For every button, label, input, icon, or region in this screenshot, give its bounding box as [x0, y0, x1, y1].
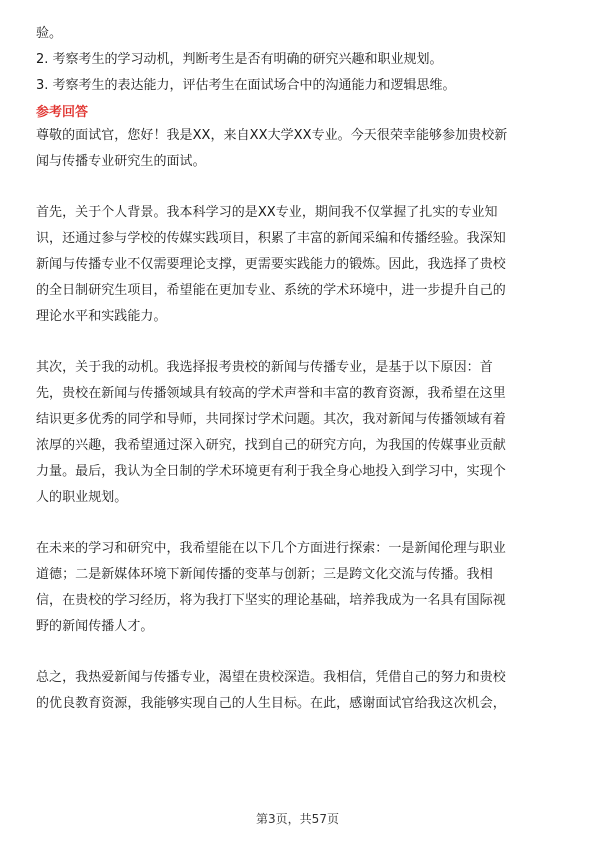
paragraph-line: 信，在贵校的学习经历，将为我打下坚实的理论基础，培养我成为一名具有国际视 — [36, 593, 506, 608]
paragraph-line: 力量。最后，我认为全日制的学术环境更有利于我全身心地投入到学习中，实现个 — [36, 464, 506, 479]
paragraph-greeting — [36, 123, 562, 175]
paragraph-line: 道德；二是新媒体环境下新闻传播的变革与创新；三是跨文化交流与传播。我相 — [36, 567, 493, 582]
paragraph-line: 其次，关于我的动机。我选择报考贵校的新闻与传播专业，是基于以下原因：首 — [36, 360, 493, 375]
paragraph-motivation — [36, 355, 562, 511]
paragraph-future — [36, 536, 562, 640]
paragraph-conclusion — [36, 665, 562, 717]
list-item-3: 3. 考察考生的表达能力，评估考生在面试场合中的沟通能力和逻辑思维。 — [36, 78, 456, 93]
paragraph-spacer — [36, 330, 562, 355]
paragraph-line: 的优良教育资源，我能够实现自己的人生目标。在此，感谢面试官给我这次机会， — [36, 696, 506, 711]
paragraph-line: 先，贵校在新闻与传播领域具有较高的学术声誉和丰富的教育资源，我希望在这里 — [36, 386, 506, 401]
answer-heading: 参考回答 — [36, 105, 89, 120]
paragraph-line: 新闻与传播专业不仅需要理论支撑，更需要实践能力的锻炼。因此，我选择了贵校 — [36, 257, 506, 272]
paragraph-spacer — [36, 640, 562, 665]
paragraph-line: 首先，关于个人背景。我本科学习的是XX专业，期间我不仅掌握了扎实的专业知 — [36, 205, 498, 220]
paragraph-line: 尊敬的面试官，您好！我是XX，来自XX大学XX专业。今天很荣幸能够参加贵校新 — [36, 128, 508, 143]
paragraph-line: 结识更多优秀的同学和导师，共同探讨学术问题。其次，我对新闻与传播领域有着 — [36, 412, 506, 427]
page-content — [36, 24, 562, 717]
paragraph-line: 识，还通过参与学校的传媒实践项目，积累了丰富的新闻采编和传播经验。我深知 — [36, 231, 506, 246]
paragraph-line: 人的职业规划。 — [36, 490, 128, 505]
paragraph-line: 野的新闻传播人才。 — [36, 619, 154, 634]
paragraph-background — [36, 200, 562, 330]
paragraph-line: 理论水平和实践能力。 — [36, 309, 167, 324]
page-number-footer: 第3页，共57页 — [256, 812, 339, 826]
paragraph-line: 的全日制研究生项目，希望能在更加专业、系统的学术环境中，进一步提升自己的 — [36, 283, 506, 298]
paragraph-line: 总之，我热爱新闻与传播专业，渴望在贵校深造。我相信，凭借自己的努力和贵校 — [36, 670, 506, 685]
paragraph-line: 在未来的学习和研究中，我希望能在以下几个方面进行探索：一是新闻伦理与职业 — [36, 541, 506, 556]
list-item-2: 2. 考察考生的学习动机，判断考生是否有明确的研究兴趣和职业规划。 — [36, 52, 443, 67]
intro-fragment: 验。 — [36, 26, 63, 41]
paragraph-spacer — [36, 175, 562, 200]
paragraph-line: 闻与传播专业研究生的面试。 — [36, 154, 206, 169]
paragraph-line: 浓厚的兴趣，我希望通过深入研究，找到自己的研究方向，为我国的传媒事业贡献 — [36, 438, 506, 453]
paragraph-spacer — [36, 511, 562, 536]
